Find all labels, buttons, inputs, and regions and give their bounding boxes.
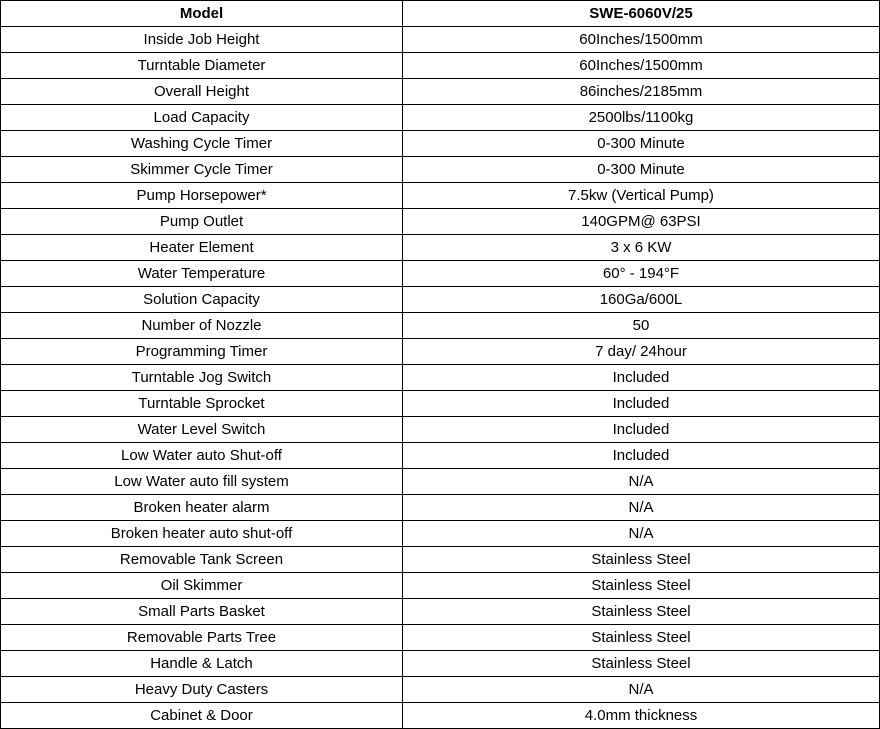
spec-value: Stainless Steel bbox=[403, 573, 880, 599]
spec-label: Handle & Latch bbox=[1, 651, 403, 677]
spec-value: 2500lbs/1100kg bbox=[403, 105, 880, 131]
table-row bbox=[1, 183, 880, 209]
table-row bbox=[1, 105, 880, 131]
spec-value: N/A bbox=[403, 521, 880, 547]
table-row bbox=[1, 53, 880, 79]
spec-label: Low Water auto fill system bbox=[1, 469, 403, 495]
spec-label: Turntable Sprocket bbox=[1, 391, 403, 417]
table-row bbox=[1, 495, 880, 521]
spec-value: N/A bbox=[403, 469, 880, 495]
spec-label: Broken heater auto shut-off bbox=[1, 521, 403, 547]
spec-label: Low Water auto Shut-off bbox=[1, 443, 403, 469]
spec-label: Cabinet & Door bbox=[1, 703, 403, 729]
spec-value: Included bbox=[403, 365, 880, 391]
table-row bbox=[1, 651, 880, 677]
spec-label: Small Parts Basket bbox=[1, 599, 403, 625]
table-row bbox=[1, 287, 880, 313]
spec-value: 7 day/ 24hour bbox=[403, 339, 880, 365]
spec-label: Inside Job Height bbox=[1, 27, 403, 53]
table-row bbox=[1, 521, 880, 547]
table-row bbox=[1, 599, 880, 625]
spec-value: Stainless Steel bbox=[403, 599, 880, 625]
table-row bbox=[1, 391, 880, 417]
spec-value: N/A bbox=[403, 677, 880, 703]
spec-label: Oil Skimmer bbox=[1, 573, 403, 599]
spec-label: Skimmer Cycle Timer bbox=[1, 157, 403, 183]
spec-value: Included bbox=[403, 417, 880, 443]
spec-value: Stainless Steel bbox=[403, 547, 880, 573]
spec-label: Solution Capacity bbox=[1, 287, 403, 313]
spec-value: 60Inches/1500mm bbox=[403, 27, 880, 53]
spec-label: Removable Tank Screen bbox=[1, 547, 403, 573]
spec-label: Broken heater alarm bbox=[1, 495, 403, 521]
spec-value: Stainless Steel bbox=[403, 651, 880, 677]
spec-value: Stainless Steel bbox=[403, 625, 880, 651]
spec-value: Included bbox=[403, 391, 880, 417]
table-row bbox=[1, 365, 880, 391]
table-row bbox=[1, 677, 880, 703]
table-row bbox=[1, 157, 880, 183]
spec-value: 160Ga/600L bbox=[403, 287, 880, 313]
spec-label: Washing Cycle Timer bbox=[1, 131, 403, 157]
spec-value: 7.5kw (Vertical Pump) bbox=[403, 183, 880, 209]
spec-table-header bbox=[1, 1, 880, 27]
header-model-value: SWE-6060V/25 bbox=[403, 1, 880, 27]
table-row bbox=[1, 547, 880, 573]
spec-label: Removable Parts Tree bbox=[1, 625, 403, 651]
spec-value: 0-300 Minute bbox=[403, 131, 880, 157]
spec-label: Pump Horsepower* bbox=[1, 183, 403, 209]
spec-value: 3 x 6 KW bbox=[403, 235, 880, 261]
spec-label: Overall Height bbox=[1, 79, 403, 105]
spec-label: Heater Element bbox=[1, 235, 403, 261]
header-model-label: Model bbox=[1, 1, 403, 27]
spec-table-body bbox=[1, 27, 880, 729]
spec-value: 60Inches/1500mm bbox=[403, 53, 880, 79]
table-row bbox=[1, 417, 880, 443]
spec-label: Turntable Jog Switch bbox=[1, 365, 403, 391]
spec-value: N/A bbox=[403, 495, 880, 521]
spec-value: 86inches/2185mm bbox=[403, 79, 880, 105]
spec-label: Number of Nozzle bbox=[1, 313, 403, 339]
spec-label: Programming Timer bbox=[1, 339, 403, 365]
spec-value: 140GPM@ 63PSI bbox=[403, 209, 880, 235]
spec-label: Turntable Diameter bbox=[1, 53, 403, 79]
table-row bbox=[1, 209, 880, 235]
table-row bbox=[1, 573, 880, 599]
table-row bbox=[1, 261, 880, 287]
table-row bbox=[1, 313, 880, 339]
spec-value: Included bbox=[403, 443, 880, 469]
spec-label: Water Temperature bbox=[1, 261, 403, 287]
table-row bbox=[1, 131, 880, 157]
spec-label: Pump Outlet bbox=[1, 209, 403, 235]
header-row bbox=[1, 1, 880, 27]
table-row bbox=[1, 703, 880, 729]
table-row bbox=[1, 625, 880, 651]
table-row bbox=[1, 79, 880, 105]
table-row bbox=[1, 235, 880, 261]
table-row bbox=[1, 339, 880, 365]
spec-label: Load Capacity bbox=[1, 105, 403, 131]
table-row bbox=[1, 469, 880, 495]
spec-label: Water Level Switch bbox=[1, 417, 403, 443]
spec-value: 0-300 Minute bbox=[403, 157, 880, 183]
spec-label: Heavy Duty Casters bbox=[1, 677, 403, 703]
table-row bbox=[1, 27, 880, 53]
spec-value: 50 bbox=[403, 313, 880, 339]
table-row bbox=[1, 443, 880, 469]
spec-value: 4.0mm thickness bbox=[403, 703, 880, 729]
spec-value: 60° - 194°F bbox=[403, 261, 880, 287]
